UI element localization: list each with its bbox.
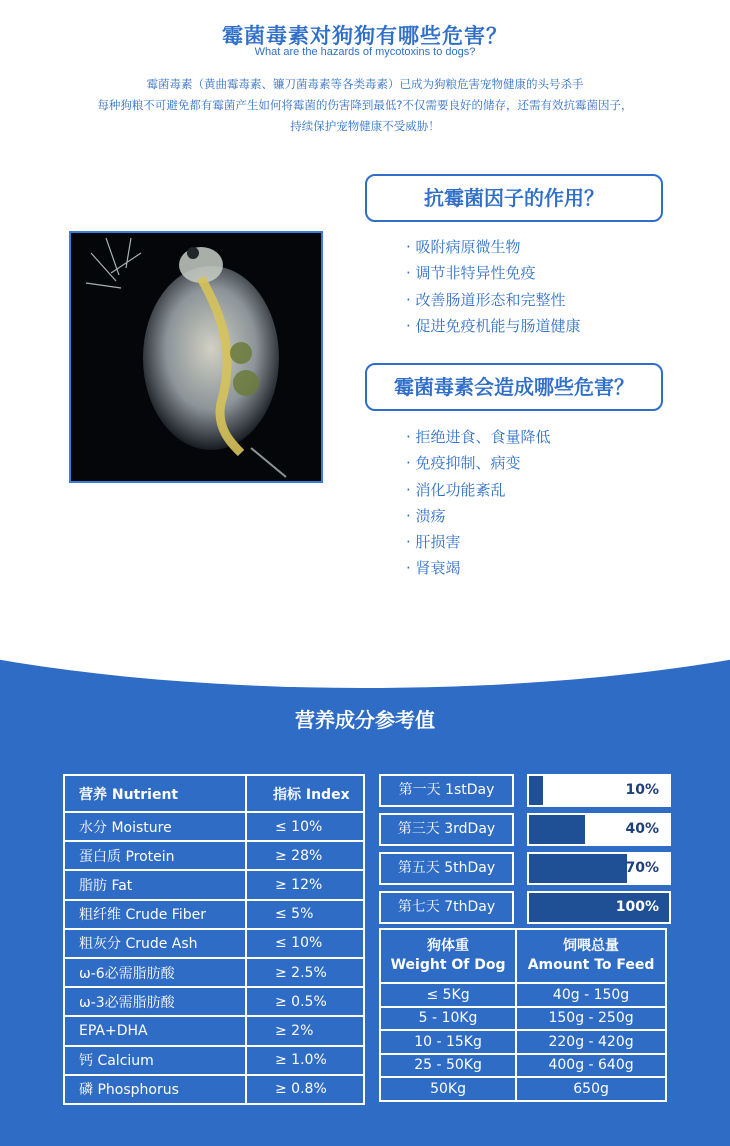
table-header-row [380, 929, 666, 983]
feed-amount: 220g - 420g [516, 1030, 666, 1054]
list-item: · 消化功能紊乱 [406, 477, 551, 503]
antifungal-list [406, 234, 581, 339]
nutrient-name: 钙 Calcium [64, 1046, 246, 1075]
list-item: · 免疫抑制、病变 [406, 450, 551, 476]
nutrient-name: EPA+DHA [64, 1016, 246, 1045]
nutrient-index: ≤ 10% [246, 812, 364, 841]
feed-amount: 40g - 150g [516, 983, 666, 1007]
page-title: 霉菌毒素对狗狗有哪些危害？ [222, 24, 508, 48]
header-weight-cn: 狗体重 [427, 938, 470, 954]
nutrition-table [63, 774, 365, 1105]
list-item: · 促进免疫机能与肠道健康 [406, 313, 581, 339]
header-amount-en: Amount To Feed [527, 957, 655, 973]
table-row [380, 983, 666, 1007]
nutrient-index: ≤ 5% [246, 900, 364, 929]
transition-progress-bar [527, 891, 671, 924]
antifungal-heading: 抗霉菌因子的作用？ [365, 174, 663, 222]
progress-fill [529, 776, 543, 805]
progress-percent: 100% [615, 899, 659, 915]
list-item: · 吸附病原微生物 [406, 234, 581, 260]
table-row [64, 812, 364, 841]
list-item: · 调节非特异性免疫 [406, 260, 581, 286]
hazards-heading: 霉菌毒素会造成哪些危害？ [365, 363, 663, 411]
progress-percent: 70% [625, 860, 659, 876]
nutrition-title: 营养成分参考值 [295, 708, 435, 732]
list-item: · 肾衰竭 [406, 555, 551, 581]
table-row [64, 929, 364, 958]
transition-progress-bar [527, 852, 671, 885]
table-row [64, 870, 364, 899]
transition-day-label: 第三天 3rdDay [379, 813, 514, 846]
nutrient-index: ≥ 0.5% [246, 987, 364, 1016]
progress-fill [529, 815, 585, 844]
dog-weight: 50Kg [380, 1077, 516, 1101]
list-item: · 拒绝进食、食量降低 [406, 424, 551, 450]
nutrient-index: ≥ 28% [246, 841, 364, 870]
table-row [64, 841, 364, 870]
nutrient-name: ω-6必需脂肪酸 [64, 958, 246, 987]
nutrient-name: 脂肪 Fat [64, 870, 246, 899]
table-row [64, 1016, 364, 1045]
nutrient-index: ≥ 1.0% [246, 1046, 364, 1075]
intro-line: 霉菌毒素（黄曲霉毒素、镰刀菌毒素等各类毒素）已成为狗粮危害宠物健康的头号杀手 [146, 77, 584, 91]
nutrient-name: 水分 Moisture [64, 812, 246, 841]
header-weight-en: Weight Of Dog [390, 957, 506, 973]
daphnia-photo [69, 231, 323, 483]
list-item: · 肝损害 [406, 529, 551, 555]
table-row [380, 1054, 666, 1078]
header-nutrient: 营养 Nutrient [64, 775, 246, 812]
transition-progress-bar [527, 774, 671, 807]
table-row [64, 1046, 364, 1075]
dog-weight: 25 - 50Kg [380, 1054, 516, 1078]
nutrient-name: ω-3必需脂肪酸 [64, 987, 246, 1016]
progress-fill [529, 854, 627, 883]
transition-day-label: 第一天 1stDay [379, 774, 514, 807]
feed-amount: 150g - 250g [516, 1007, 666, 1031]
dog-weight: 10 - 15Kg [380, 1030, 516, 1054]
feeding-table [379, 928, 667, 1102]
table-row [64, 987, 364, 1016]
progress-percent: 40% [625, 821, 659, 837]
table-row [64, 900, 364, 929]
list-item: · 溃疡 [406, 503, 551, 529]
nutrient-name: 磷 Phosphorus [64, 1075, 246, 1104]
transition-progress-bar [527, 813, 671, 846]
table-row [380, 1077, 666, 1101]
intro-text [20, 74, 710, 137]
feed-amount: 650g [516, 1077, 666, 1101]
nutrient-name: 蛋白质 Protein [64, 841, 246, 870]
header-index: 指标 Index [246, 775, 364, 812]
intro-line: 每种狗粮不可避免都有霉菌产生如何将霉菌的伤害降到最低?不仅需要良好的储存，还需有效抗霉菌因子， [97, 98, 633, 112]
list-item: · 改善肠道形态和完整性 [406, 287, 581, 313]
transition-day-label: 第七天 7thDay [379, 891, 514, 924]
page-subtitle: What are the hazards of mycotoxins to dogs? [254, 46, 476, 58]
table-header-row [64, 775, 364, 812]
nutrient-index: ≥ 0.8% [246, 1075, 364, 1104]
transition-day-label: 第五天 5thDay [379, 852, 514, 885]
dog-weight: ≤ 5Kg [380, 983, 516, 1007]
nutrient-name: 粗灰分 Crude Ash [64, 929, 246, 958]
header-amount [516, 929, 666, 983]
header-weight [380, 929, 516, 983]
table-row [64, 1075, 364, 1104]
progress-percent: 10% [625, 782, 659, 798]
dog-weight: 5 - 10Kg [380, 1007, 516, 1031]
header-amount-cn: 饲喂总量 [563, 938, 620, 954]
nutrient-index: ≥ 2.5% [246, 958, 364, 987]
table-row [64, 958, 364, 987]
table-row [380, 1030, 666, 1054]
nutrient-index: ≥ 2% [246, 1016, 364, 1045]
nutrient-index: ≥ 12% [246, 870, 364, 899]
daphnia-illustration [71, 233, 321, 481]
section-wave [0, 618, 730, 688]
feed-amount: 400g - 640g [516, 1054, 666, 1078]
intro-line: 持续保护宠物健康不受威胁！ [290, 119, 440, 133]
table-row [380, 1007, 666, 1031]
hazards-list [406, 424, 551, 582]
nutrient-name: 粗纤维 Crude Fiber [64, 900, 246, 929]
nutrient-index: ≤ 10% [246, 929, 364, 958]
